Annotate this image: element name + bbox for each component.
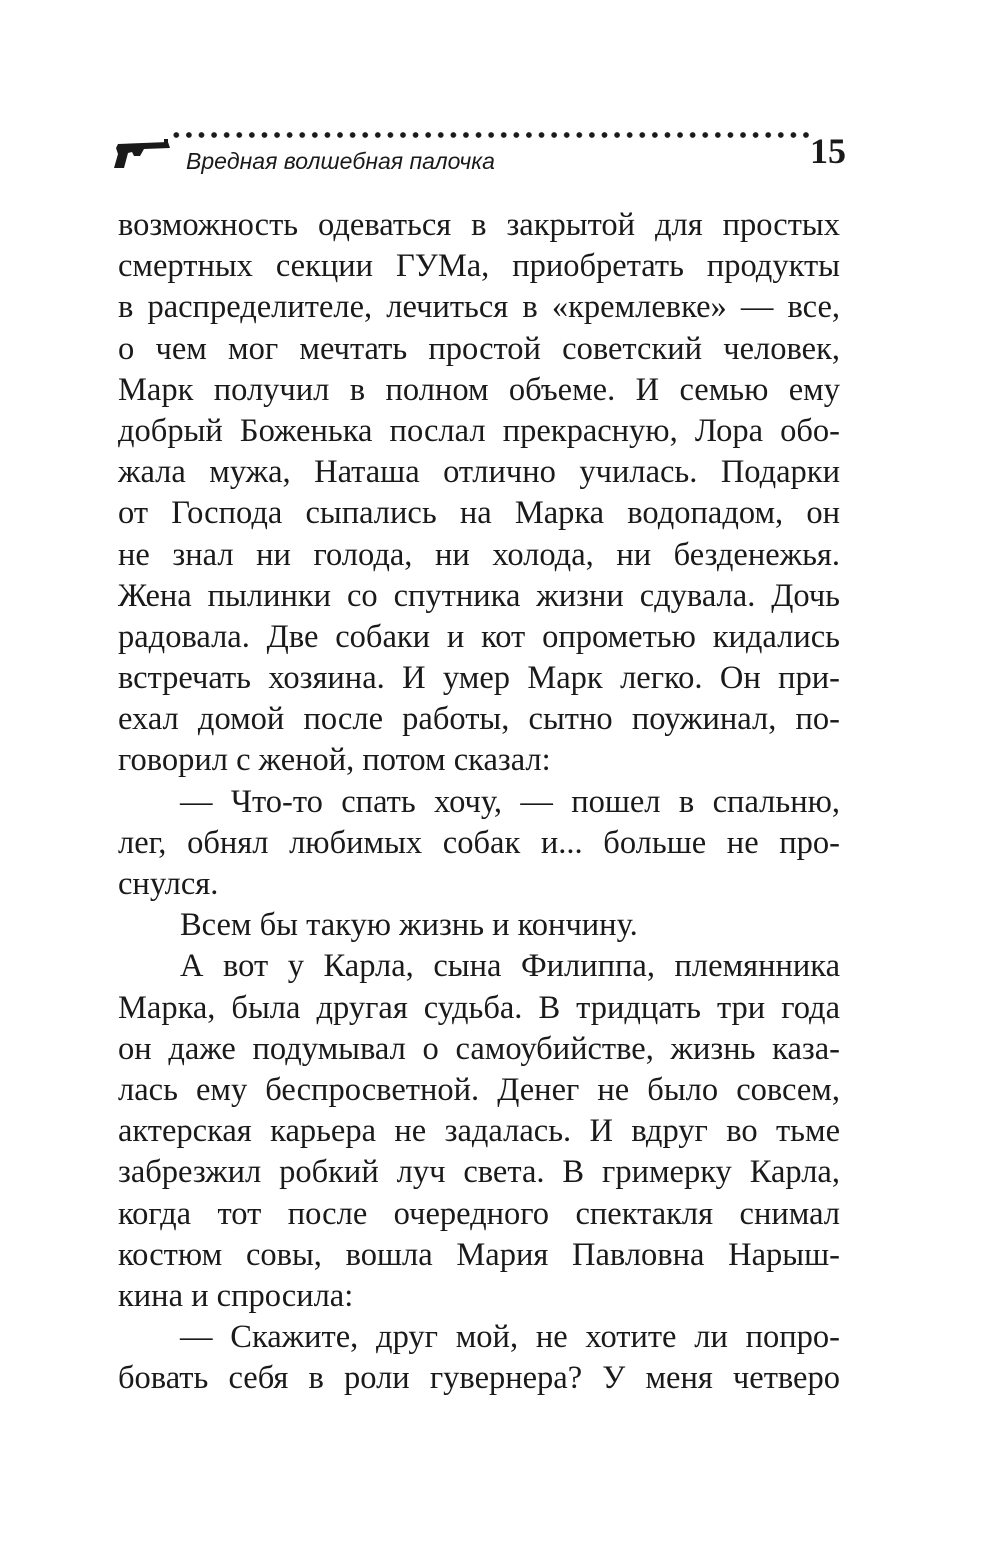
text-line: снулся. (118, 866, 219, 902)
text-line: лег, обнял любимых собак и... больше не про- (118, 824, 840, 861)
text-line: Марк получил в полном объеме. И семью ему (118, 371, 840, 408)
text-line: возможность одеваться в закрытой для простых (118, 207, 840, 243)
text-line: бовать себя в роли гувернера? У меня четверо (118, 1360, 840, 1397)
text-line: в распределителе, лечиться в «кремлевке» — все, (118, 289, 840, 326)
text-line: добрый Боженька послал прекрасную, Лора обо- (118, 412, 840, 449)
text-line: Всем бы такую жизнь и кончину. (180, 907, 638, 944)
text-line: смертных секции ГУМа, приобретать продукты (118, 248, 840, 285)
text-line: говорил с женой, потом сказал: (118, 742, 551, 779)
body-text (118, 205, 840, 1399)
text-line: кина и спросила: (118, 1277, 354, 1314)
text-line: — Что-то спать хочу, — пошел в спальню, (180, 783, 840, 820)
text-line: забрезжил робкий луч света. В гримерку Карла, (118, 1154, 840, 1191)
text-line: не знал ни голода, ни холода, ни безденежья. (118, 536, 840, 573)
running-title: Врeдная волшебная палочка (186, 148, 495, 174)
text-line: когда тот после очередного спектакля снимал (118, 1195, 840, 1232)
pistol-icon (110, 134, 174, 170)
text-line: актерская карьера не задалась. И вдруг во тьме (118, 1113, 840, 1150)
text-line: — Скажите, друг мой, не хотите ли попро- (180, 1319, 840, 1356)
dotted-rule (170, 128, 810, 142)
page-header (110, 128, 850, 188)
text-line: радовала. Две собаки и кот опрометью кидались (118, 618, 840, 655)
text-line: он даже подумывал о самоубийстве, жизнь каза- (118, 1030, 840, 1067)
text-line: лась ему беспросветной. Денег не было совсем, (118, 1071, 840, 1108)
text-line: Жена пылинки со спутника жизни сдувала. Дочь (118, 577, 840, 614)
page-number: 15 (810, 131, 846, 171)
text-line: от Господа сыпались на Марка водопадом, он (118, 495, 840, 532)
text-line: А вот у Карла, сына Филиппа, племянника (180, 948, 840, 985)
text-line: жала мужа, Наташа отлично училась. Подарки (118, 454, 840, 491)
text-line: Марка, была другая судьба. В тридцать три года (118, 989, 840, 1026)
text-line: костюм совы, вошла Мария Павловна Нарыш- (118, 1236, 840, 1273)
text-line: ехал домой после работы, сытно поужинал, по- (118, 701, 840, 738)
text-line: о чем мог мечтать простой советский человек, (118, 330, 840, 367)
text-line: встречать хозяина. И умер Марк легко. Он при- (118, 660, 840, 697)
